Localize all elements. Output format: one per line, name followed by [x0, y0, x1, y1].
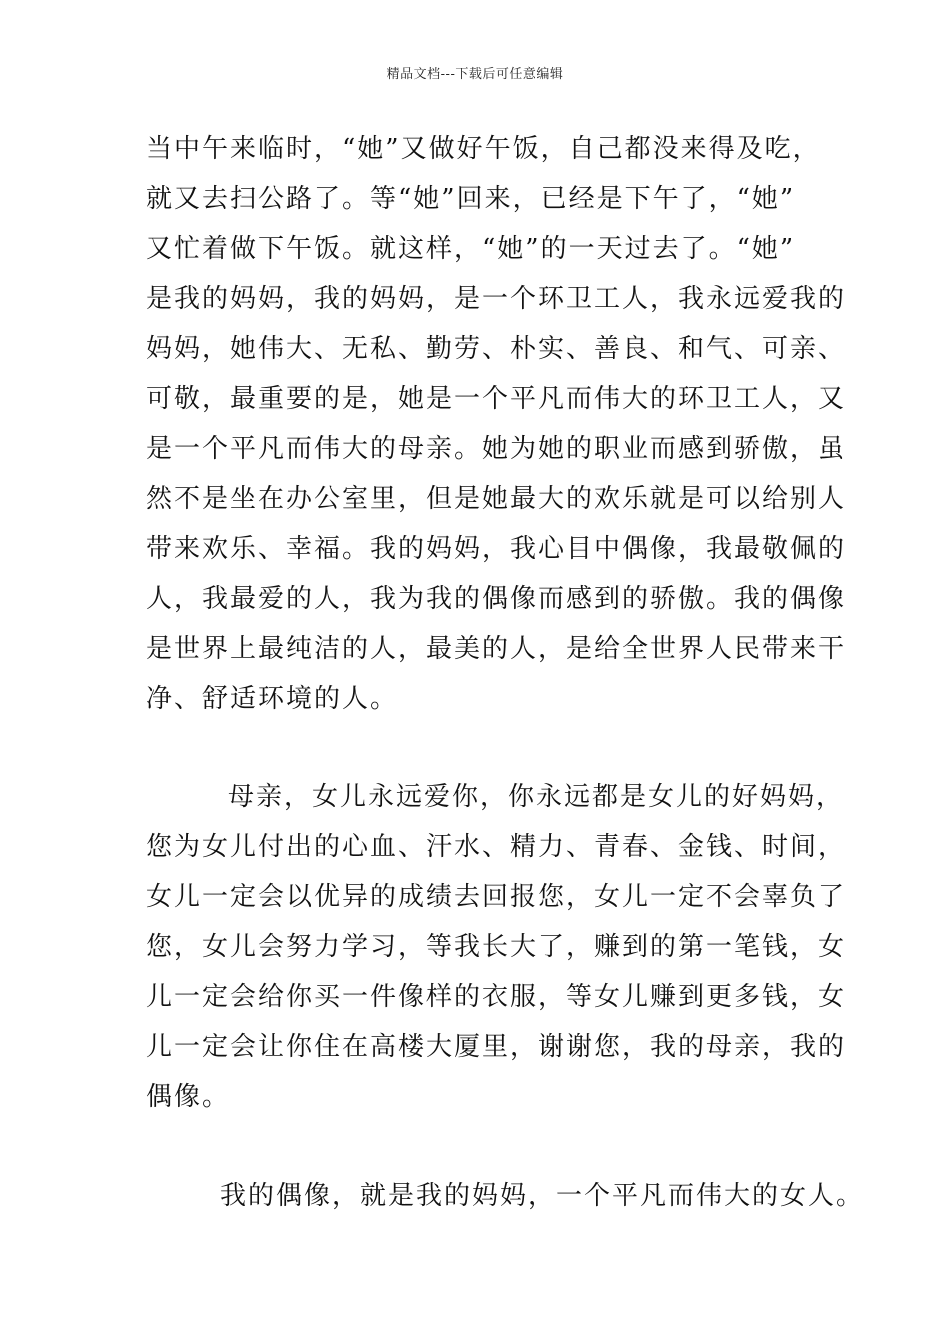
- paragraph-1: [146, 124, 847, 724]
- paragraph-line: 儿一定会给你买一件像样的衣服，等女儿赚到更多钱，女: [146, 982, 847, 1012]
- paragraph-line: 净、舒适环境的人。: [146, 684, 399, 714]
- paragraph-line: 是我的妈妈，我的妈妈，是一个环卫工人，我永远爱我的: [146, 284, 847, 314]
- paragraph-line: 带来欢乐、幸福。我的妈妈，我心目中偶像，我最敬佩的: [146, 534, 847, 564]
- paragraph-line: 就又去扫公路了。等“她”回来，已经是下午了，“她”: [146, 184, 796, 214]
- paragraph-line: 又忙着做下午饭。就这样，“她”的一天过去了。“她”: [146, 234, 796, 264]
- paragraph-line: 女儿一定会以优异的成绩去回报您，女儿一定不会辜负了: [146, 882, 847, 912]
- paragraph-line: 您为女儿付出的心血、汗水、精力、青春、金钱、时间，: [146, 832, 847, 862]
- paragraph-line: 然不是坐在办公室里，但是她最大的欢乐就是可以给别人: [146, 484, 847, 514]
- page-header: 精品文档---下载后可任意编辑: [386, 67, 564, 82]
- paragraph-line: 人，我最爱的人，我为我的偶像而感到的骄傲。我的偶像: [146, 584, 847, 614]
- paragraph-line: 母亲，女儿永远爱你，你永远都是女儿的好妈妈，: [228, 782, 845, 812]
- paragraph-line: 可敬，最重要的是，她是一个平凡而伟大的环卫工人，又: [146, 384, 847, 414]
- paragraph-line: 妈妈，她伟大、无私、勤劳、朴实、善良、和气、可亲、: [146, 334, 847, 364]
- paragraph-line: 儿一定会让你住在高楼大厦里，谢谢您，我的母亲，我的: [146, 1032, 847, 1062]
- paragraph-line: 是世界上最纯洁的人，最美的人，是给全世界人民带来干: [146, 634, 847, 664]
- paragraph-line: 是一个平凡而伟大的母亲。她为她的职业而感到骄傲，虽: [146, 434, 847, 464]
- paragraph-line: 您，女儿会努力学习，等我长大了，赚到的第一笔钱，女: [146, 932, 847, 962]
- paragraph-2: [146, 772, 847, 1122]
- paragraph-line: 我的偶像，就是我的妈妈，一个平凡而伟大的女人。: [220, 1181, 865, 1211]
- paragraph-3: [146, 1171, 865, 1221]
- paragraph-line: 偶像。: [146, 1082, 231, 1112]
- paragraph-line: 当中午来临时，“她”又做好午饭，自己都没来得及吃，: [146, 134, 821, 164]
